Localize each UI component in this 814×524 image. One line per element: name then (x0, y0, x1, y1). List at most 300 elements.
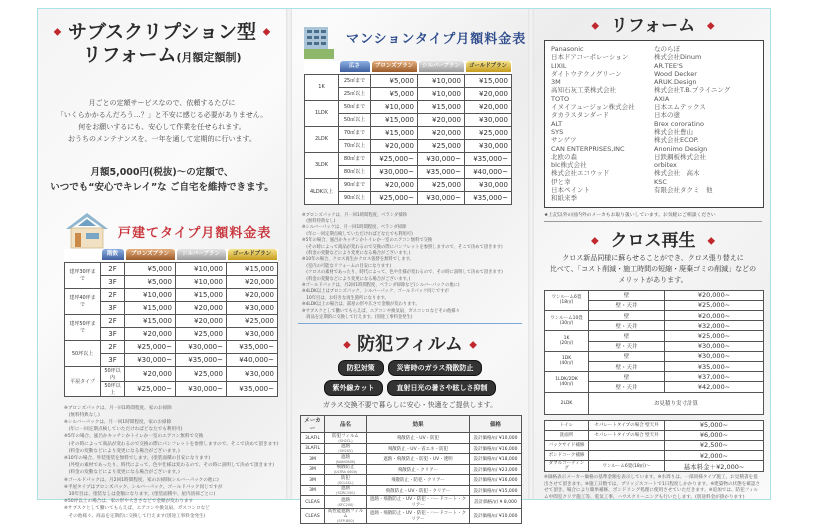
note-line: (年に一回定期点検していただければどなたでも利用可) (64, 427, 183, 433)
room-label (545, 331, 589, 351)
table-row (545, 430, 764, 440)
maker-item: 株式会社T.B.プライニング (654, 86, 731, 95)
table-row (301, 443, 522, 454)
extra-desc (589, 451, 665, 461)
room-name: ワンルーム10畳 (550, 315, 583, 321)
group-label: 建坪40坪まで (65, 288, 101, 314)
note-line: その他様々、商品を定期的に交換して行えます(別途工事料金発生) (64, 513, 206, 519)
price-cell: ¥5,000 (371, 87, 418, 100)
extra-label: バックサイド補修 (545, 440, 589, 450)
maker-item: AR.TEE'S (654, 61, 683, 70)
film-price-table (300, 415, 522, 524)
price-cell: ¥35,000~ (227, 340, 278, 353)
row-label: 50坪以上 (101, 381, 125, 396)
room-label (545, 311, 589, 331)
maker-item: 日本の塗 (654, 111, 680, 120)
room-label (545, 290, 589, 310)
table-row (545, 372, 764, 382)
price-cell: ¥15,000 (465, 74, 512, 87)
row-label: 50㎡まで (339, 100, 371, 113)
bullet-dot-icon: ◆ (469, 339, 477, 351)
price-cell: ¥35,000~ (176, 353, 227, 366)
film-subtitle: ガラス交換不要で暮らしに安心・快適をご提供します。 (322, 401, 498, 410)
price-cell: ¥25,000 (227, 314, 278, 327)
table-row (305, 100, 512, 113)
maker-item: なのらぼ (654, 45, 680, 53)
maker-item: LIXIL (551, 61, 567, 70)
row-label: 2F (101, 314, 125, 327)
intro-line: 「いくらかかるんだろう…？」と不安に感じる必要がありません。 (56, 110, 268, 119)
extra-label: 洗面所 (545, 430, 589, 440)
price-cell: ¥42,000~ (665, 382, 764, 392)
table-row (65, 366, 278, 381)
product-code: (ULTRA S600) (333, 470, 358, 475)
extra-label: ボンドコーク補修 (545, 451, 589, 461)
room-size: (40㎡) (559, 361, 574, 367)
price-cell: ¥35,000~ (465, 152, 512, 165)
product-code: (SFC200) (337, 502, 354, 507)
header-size: 広さ (340, 61, 370, 72)
maker-item: 株式会社豊山 (654, 127, 693, 136)
title-line1: サブスクリプション型 (67, 21, 257, 43)
maker-item: 株式会社 高木 (654, 169, 700, 178)
bullet-dot-icon: ◆ (706, 20, 715, 32)
note-line: 10年目は、塗装なしは金額になります。(塗装面積や、屋内清掃ごとに) (64, 491, 216, 497)
price-cell: ¥35,000~ (227, 381, 278, 396)
price-cell: ¥35,000~ (665, 361, 764, 371)
price-cell: ¥20,000 (418, 126, 465, 139)
feature-pill: 紫外線カット (324, 380, 384, 396)
row-label: 80㎡以上 (339, 165, 371, 178)
row-label: 3F (101, 275, 125, 288)
maker-cell: 3M (301, 454, 325, 465)
maker-item: Anonimo Design (654, 144, 708, 153)
maker-item: AXIA (654, 94, 670, 103)
price-cell: ¥20,000 (418, 113, 465, 126)
table-row (301, 475, 522, 486)
product-code: (SCRC150) (336, 491, 355, 496)
maker-item: orbitex (654, 161, 677, 170)
price-cell: ¥10,000 (371, 100, 418, 113)
effect-cell: 飛散防止・UV・防犯・クリアー (367, 485, 470, 496)
price-cell: ¥15,000 (371, 126, 418, 139)
cross-title-text: クロス再生 (610, 230, 696, 251)
maker-item: 有限会社タクミ 他 (654, 186, 713, 195)
maker-cell: 3M (301, 475, 325, 486)
price-cell: ¥20,000~ (665, 311, 764, 321)
estimate-cell: お見積り実寸計算 (589, 392, 764, 414)
product-cell (325, 475, 367, 486)
note-line: ※ブロンズパックは、月一回1時間程度、ベランダ掃除 (302, 212, 407, 218)
table-row (301, 496, 522, 509)
price-cell: ¥15,000 (418, 100, 465, 113)
price-cell: ¥20,000 (227, 288, 278, 301)
price-cell: 設計価格/㎡ ¥23,000 (470, 464, 522, 475)
note-line: ※サブスクとして働いてもらえば、エアコンや換気扇、ガスコンロなど (64, 506, 210, 512)
price-cell: ¥10,000 (418, 74, 465, 87)
note-line: (料金の変動などにより変更になる場合がございます。) (64, 448, 180, 454)
price-cell: ¥5,000 (125, 262, 176, 275)
price-cell: ¥20,000 (176, 314, 227, 327)
maker-item: CAN ENTERPRISES,INC (551, 144, 625, 153)
table-row (545, 451, 764, 461)
effect-cell: 遮熱・飛散防止・UV・防犯・ハードコート・クリアー (367, 496, 470, 509)
desc-line: 比べて、「コスト削減・施工時間の短縮・廃棄ゴミの削減」などの (549, 264, 757, 273)
header-bronze-plan: ブロンズプラン (372, 61, 417, 72)
room-size: (40㎡) (559, 381, 574, 387)
cross-title (534, 226, 772, 251)
row-label: 90㎡まで (339, 178, 371, 191)
room-label (545, 372, 589, 392)
intro-line: 何をお願いするにも、安心して作業を任せられます。 (78, 122, 246, 131)
price-cell: ¥5,000 (371, 74, 418, 87)
price-cell: ¥15,000 (125, 301, 176, 314)
product-cell (325, 454, 367, 465)
maker-item: blc株式会社 (551, 161, 587, 170)
house-notes (64, 405, 284, 520)
room-label: 2LDK (545, 392, 589, 414)
maker-item: 和紙来季 (551, 194, 577, 203)
note-line: (料金の変動などにより変更になる場合がございます。) (302, 276, 411, 282)
row-label: 50㎡以上 (339, 113, 371, 126)
table-row (305, 74, 512, 87)
price-cell: ¥25,000~ (125, 381, 176, 396)
area-cell: 壁・天井 (589, 382, 665, 392)
table-row (301, 485, 522, 496)
table-row (65, 288, 278, 301)
cross-extras-table (544, 420, 764, 473)
film-feature-row (292, 380, 528, 396)
room-size: (30㎡) (559, 320, 574, 326)
section-divider (298, 323, 522, 324)
product-name: 防犯 (341, 475, 350, 481)
product-name: 高性能遮熱フィルム (327, 509, 364, 520)
group-label: 建坪50坪まで (65, 314, 101, 340)
price-cell: 設計価格/㎡ ¥10,000 (470, 509, 522, 524)
area-cell: 壁 (589, 311, 665, 321)
extra-desc: セパレートタイプの場合 壁天井 (589, 430, 665, 440)
maker-item: KSC (654, 177, 667, 186)
area-cell: 壁 (589, 290, 665, 300)
price-cell: ¥20,000 (465, 100, 512, 113)
house-price-table (64, 249, 278, 397)
maker-cell: 3M (301, 485, 325, 496)
product-name: 遮熱 (341, 444, 350, 450)
price-cell: ¥25,000 (465, 126, 512, 139)
product-cell (325, 496, 367, 509)
desc-line: クロス新品同様に蘇らせることができ、クロス張り替えに (562, 253, 744, 262)
film-title-text: 防犯フィルム (357, 334, 463, 356)
price-cell: ¥30,000 (465, 113, 512, 126)
effect-cell: 飛散防止・UV・防犯 (367, 433, 470, 444)
mansion-table-title: マンションタイプ月額料金表 (346, 32, 527, 47)
group-label: 平屋タイプ (65, 366, 101, 396)
price-cell: ¥37,000~ (665, 372, 764, 382)
price-cell: ¥20,000 (125, 366, 176, 381)
price-cell: ¥20,000 (371, 178, 418, 191)
maker-list-left (551, 45, 654, 203)
bullet-dot-icon: ◆ (343, 339, 351, 351)
maker-item: 株式会社エコウッド (551, 169, 610, 178)
maker-item: 日本ペイント (551, 186, 590, 195)
product-code: (SH2SV) (338, 449, 353, 454)
maker-item: Brex cororatino (654, 119, 704, 128)
table-row (545, 461, 764, 472)
price-cell: ¥20,000 (227, 275, 278, 288)
note-line: ※4LDK以上はブロンズパック、シルバーパック、ゴールドパック同じですが (302, 289, 449, 295)
price-cell: ¥20,000 (176, 301, 227, 314)
area-cell: 壁・天井 (589, 361, 665, 371)
price-cell: ¥30,000~ (176, 340, 227, 353)
row-label: 3F (101, 353, 125, 366)
note-line: 商品を定期的に交換して行えます。(別途工事料金発生) (302, 315, 413, 320)
table-row (301, 509, 522, 524)
header-silver-plan: シルバープラン (177, 249, 226, 260)
maker-cell: 3LAFIL (301, 443, 325, 454)
group-label: 4LDK以上 (305, 178, 339, 204)
header-gold-plan: ゴールドプラン (466, 61, 511, 72)
header-product: 品名 (325, 416, 367, 433)
row-label: 2F (101, 340, 125, 353)
table-row (301, 433, 522, 444)
table-row (65, 314, 278, 327)
note-line: (無料特典なし) (64, 412, 100, 418)
note-line: (室内の可能なリフォームの目安になります) (302, 263, 392, 269)
extra-label: ダブルコーティング (545, 461, 589, 472)
bullet-dot-icon: ◆ (707, 235, 716, 247)
note-line: ※シルバーパックは、月一回1時間程度、ベランダ掃除 (302, 225, 407, 231)
maker-item: 日本エムテックス (654, 103, 706, 112)
mansion-notes (302, 213, 520, 322)
product-name: 遮熱 (341, 497, 350, 503)
mansion-film-panel (292, 9, 528, 524)
price-cell: ¥15,000 (125, 314, 176, 327)
product-cell (325, 443, 367, 454)
extra-desc: セパレートタイプの場合 壁天井 (589, 420, 665, 430)
house-price-section (64, 209, 284, 520)
row-label: 2F (101, 288, 125, 301)
extra-label: トイレ (545, 420, 589, 430)
building-icon (302, 25, 334, 61)
price-cell: ¥25,000~ (371, 152, 418, 165)
maker-item: TOTO (551, 94, 570, 103)
area-cell: 壁・天井 (589, 341, 665, 351)
room-label (545, 351, 589, 371)
subscription-title (38, 21, 286, 69)
price-cell: 設計価格/㎡ ¥10,000 (470, 433, 522, 444)
note-line: ※5年の場合、風呂かキッチンかトイレか一室のエアコン無料で交換 (64, 434, 204, 440)
area-cell: 壁・天井 (589, 321, 665, 331)
film-feature-row (292, 360, 528, 376)
price-cell: 設計価格/㎡ ¥16,000 (470, 475, 522, 486)
note-line: ※10年の場合、外装塗装を無料でします。(塗装面積の目安になります) (64, 455, 211, 461)
note-line: ※50坪以上の場合は、家の形や大きさなどで金額が変わります (64, 499, 194, 505)
table-row (305, 152, 512, 165)
area-cell: 壁 (589, 351, 665, 361)
table-row (65, 262, 278, 275)
price-cell: 設計価格/㎡ ¥18,000 (470, 454, 522, 465)
room-name: 1LDK/2DK (555, 376, 578, 382)
note-line: (料金の変動などにより変更になる場合がございます。) (302, 250, 411, 256)
area-cell: 壁 (589, 372, 665, 382)
group-label: 50坪以上 (65, 340, 101, 366)
desc-line: メリットがあります。 (618, 275, 688, 284)
feature-pill: 災害時のガラス飛散防止 (388, 360, 483, 376)
note-line: ※シルバーパックは、月一回1時間程度、家のお掃除 (64, 419, 172, 425)
header-effect: 効果 (367, 416, 470, 433)
price-cell: ¥15,000 (176, 288, 227, 301)
cross-footnote: ※価格表示メーカー価格の基準金額を表示しています。※水周りは、一部同様タイプ施工、お見積書を提出させて頂きます。※施工日数では、ブリッジスコートで1日程度しかかります。※建築物の状態を確認させて頂き、場合により簡単補修、ボンドリング処理に使用させていただきます。※追加では、防犯フィルム中間室クリア施工等、電気工事、ハウスクリーニングも行いたします。(別途料金が掛かります) (544, 475, 761, 500)
row-label: 70㎡まで (339, 126, 371, 139)
area-cell: 壁 (589, 331, 665, 341)
room-name: 1K (563, 336, 570, 342)
price-cell: ¥25,000 (418, 178, 465, 191)
price-cell: ¥35,000~ (418, 165, 465, 178)
price-cell: ¥25,000 (176, 366, 227, 381)
note-line: (料金の変動などにより変更になる場合がございます。) (64, 470, 180, 476)
group-label: 3LDK (305, 152, 339, 178)
price-cell: ¥10,000 (176, 262, 227, 275)
row-label: 3F (101, 327, 125, 340)
product-code: (SCLSCL) (337, 480, 354, 485)
bullet-dot-icon: ◆ (591, 20, 600, 32)
price-cell: ¥15,000 (227, 262, 278, 275)
maker-item: 株式会社Dinum (654, 53, 702, 62)
maker-cell: 3LAFIL (301, 433, 325, 444)
maker-item: イヌイフュージョン株式会社 (551, 103, 635, 112)
room-name: ワンルーム6畳 (551, 295, 582, 301)
intro-line: 月ごとの定額サービスなので、依頼するたびに (88, 98, 236, 107)
row-label: 3F (101, 301, 125, 314)
note-line: ※10年の場合、クロス再生かクロス張替を無料でします。 (302, 257, 414, 263)
catch-line: いつでも“安心でキレイ”な ご自宅を維持できます。 (50, 181, 274, 193)
note-line: ※ゴールドパックは、月2回1時間程度、家のお掃除(シルバーパックの他に) (64, 477, 219, 483)
mansion-price-table (304, 61, 512, 205)
price-cell: 設計価格/㎡ ¥ 8,000 (470, 496, 522, 509)
price-cell: ¥30,000 (465, 139, 512, 152)
note-line: (その時によって商品が変わるので交換の際にパンフレットを参照しますので、そこで決めて頂きます) (302, 244, 503, 250)
table-row (305, 178, 512, 191)
product-name: 防犯フィルム (332, 433, 359, 439)
bullet-dot-icon: ◆ (53, 26, 62, 38)
group-label: 2LDK (305, 126, 339, 152)
table-row (545, 290, 764, 300)
price-cell: ¥25,000~ (125, 340, 176, 353)
price-cell: ¥10,000 (176, 275, 227, 288)
header-silver-plan: シルバープラン (419, 61, 464, 72)
note-line: (外壁の素材であったり、時代によって、色や仕様は変わるので、その時に説明して決めて頂きます) (64, 463, 275, 469)
product-cell (325, 464, 367, 475)
row-label: 50坪以内 (101, 366, 125, 381)
subscription-catchphrase (38, 165, 286, 195)
price-cell: ¥2,500~ (665, 440, 764, 450)
note-line: ※5年の場合、風呂かキッチンかトイレか一室のエアコン無料で交換 (302, 238, 433, 244)
area-cell: 壁・天井 (589, 300, 665, 310)
price-cell: ¥20,000 (125, 327, 176, 340)
reform-cross-panel (534, 9, 772, 499)
intro-line: おうちのメンテナンスを、一年を通して定期的に行います。 (68, 134, 256, 143)
header-floors: 階数 (102, 249, 124, 260)
price-cell: ¥5,000~ (665, 420, 764, 430)
effect-cell: 飛散防止・クリアー (367, 464, 470, 475)
header-price: 価格 (470, 416, 522, 433)
table-row (545, 392, 764, 414)
note-line: (年に一回定期点検していただければどなたでも利用可) (302, 231, 413, 237)
maker-item: 高知石灰工業株式会社 (551, 86, 616, 95)
product-name: 遮熱 (341, 454, 350, 460)
note-line: 10年目は、お好きな再生箇所になります。 (302, 295, 389, 301)
table-row (65, 340, 278, 353)
brochure-sheet (37, 8, 771, 524)
header-maker: メーカー (301, 416, 325, 433)
price-cell: ¥20,000~ (665, 290, 764, 300)
subscription-intro (38, 97, 286, 145)
maker-item: ARUK.Design (654, 78, 697, 87)
extra-desc: ワンルーム6畳(18㎡)～ (589, 461, 665, 472)
maker-item: タカラスタンダード (551, 111, 610, 120)
product-cell (325, 485, 367, 496)
row-label: 2F (101, 262, 125, 275)
row-label: 25㎡以上 (339, 87, 371, 100)
maker-item: 株式会社ECOP. (654, 136, 699, 145)
maker-item: Panasonic (551, 45, 584, 53)
price-cell: ¥30,000~ (665, 351, 764, 361)
title-suffix: (月額定額制) (176, 50, 242, 64)
maker-item: SYS (551, 127, 564, 136)
header-bronze-plan: ブロンズプラン (126, 249, 175, 260)
table-row (545, 351, 764, 361)
price-cell: ¥6,000~ (665, 430, 764, 440)
price-cell: ¥32,000~ (665, 321, 764, 331)
note-line: (無料特典なし) (302, 218, 336, 224)
product-code: (SFP-800) (337, 519, 354, 524)
row-label: 25㎡まで (339, 74, 371, 87)
feature-pill: 直射日光の暑さや眩しさ抑制 (387, 380, 496, 396)
film-title (292, 330, 528, 356)
maker-item: 日鉄鋼板株式会社 (654, 152, 706, 161)
cross-description (534, 253, 772, 286)
effect-cell: 遮熱・飛散防止・UV・防犯・ハードコート・クリアー (367, 509, 470, 524)
product-name: 遮熱 (341, 486, 350, 492)
price-cell: ¥40,000~ (227, 353, 278, 366)
maker-cell: 3M (301, 464, 325, 475)
price-cell: ¥30,000 (227, 301, 278, 314)
note-line: ※ゴールドパックは、月2回1時間程度、ベランダ掃除など(シルバーパックの他に) (302, 282, 460, 288)
note-line: (その時によって商品が変わるので交換の際にパンフレットを参照しますので、そこで決めて頂きます) (64, 441, 279, 447)
house-table-title: 戸建てタイプ月額料金表 (118, 226, 272, 241)
effect-cell: 遮熱・飛散防止・防犯・UV・透明 (367, 454, 470, 465)
header-gold-plan: ゴールドプラン (228, 249, 277, 260)
price-cell: 設計価格/㎡ ¥15,000 (470, 485, 522, 496)
note-line: ※平屋タイプはブロンズパック、シルバーパック、ゴールドパック同じですが (64, 484, 223, 490)
price-cell: ¥10,000 (125, 288, 176, 301)
feature-pill: 防犯対策 (338, 360, 384, 376)
row-label: 70㎡以上 (339, 139, 371, 152)
title-line2: リフォーム (82, 43, 177, 66)
price-cell: ¥30,000 (465, 178, 512, 191)
price-cell: ¥25,000 (418, 139, 465, 152)
note-line: (クロスの素材であったり、時代によって、色や仕様が変わるので、その時に説明して決めて頂きます) (302, 270, 503, 276)
price-cell: ¥20,000 (465, 87, 512, 100)
price-cell: ¥30,000~ (371, 165, 418, 178)
price-cell: ¥30,000 (227, 327, 278, 340)
price-cell: ¥30,000~ (125, 353, 176, 366)
reform-title (534, 11, 772, 36)
price-cell: ¥30,000~ (665, 341, 764, 351)
maker-item: ダイトウテクノグリーン (551, 69, 622, 78)
price-cell: ¥5,000 (125, 275, 176, 288)
price-cell: ¥10,000 (418, 87, 465, 100)
